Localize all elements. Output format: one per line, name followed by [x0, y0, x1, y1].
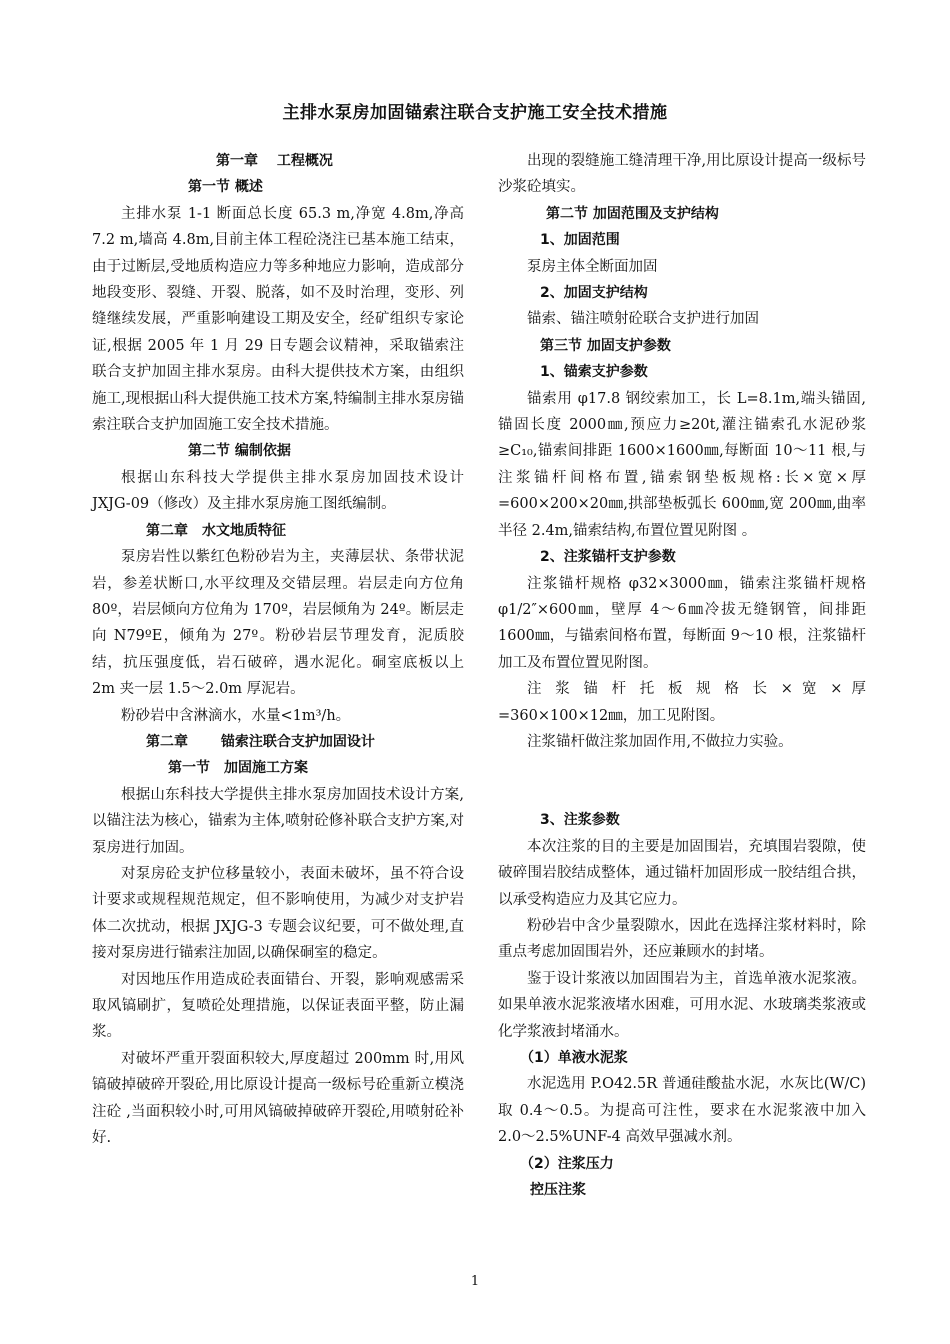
section-heading: （2）注浆压力 — [520, 1155, 614, 1172]
body-paragraph: 根据山东科技大学提供主排水泵房加固技术设计 JXJG-09（修改）及主排水泵房施工图纸编制。 — [92, 469, 464, 513]
body-paragraph: 对因地压作用造成砼表面错台、开裂，影响观感需采取风镐刷扩，复喷砼处理措施，以保证表面平整，防止漏浆。 — [92, 971, 464, 1041]
body-paragraph: 锚索、锚注喷射砼联合支护进行加固 — [527, 311, 759, 328]
section-heading: 控压注浆 — [530, 1182, 586, 1199]
section-heading: 2、注浆锚杆支护参数 — [540, 549, 676, 566]
body-paragraph: 出现的裂缝施工缝清理干净,用比原设计提高一级标号沙浆砼填实。 — [498, 153, 866, 196]
section-heading: 第一节 概述 — [188, 179, 263, 196]
section-heading: 第三节 加固支护参数 — [540, 337, 671, 354]
body-paragraph: 粉砂岩中含少量裂隙水，因此在选择注浆材料时，除重点考虑加固围岩外，还应兼顾水的封堵。 — [498, 917, 866, 961]
section-heading: 第二章 锚索注联合支护加固设计 — [146, 733, 375, 750]
body-paragraph: 本次注浆的目的主要是加固围岩，充填围岩裂隙，使破碎围岩胶结成整体，通过锚杆加固形成一胶结组合拱，以承受构造应力及其它应力。 — [498, 838, 866, 908]
body-paragraph: 粉砂岩中含淋滴水，水量<1m³/h。 — [121, 707, 351, 724]
section-heading: 1、锚索支护参数 — [540, 364, 648, 381]
section-heading: 第二节 加固范围及支护结构 — [546, 205, 719, 222]
body-paragraph: 主排水泵 1-1 断面总长度 65.3 m,净宽 4.8m,净高 7.2 m,墙高 4.8m,目前主体工程砼浇注已基本施工结束，由于过断层,受地质构造应力等多种地应力影响，造成部分地段变形、裂缝、开裂、脱落，如不及时治理，变形、列缝继续发展，严重影响建设工期及安全，经矿组织专家论证,根据 2005 年 1 月 29 日专题会议精神，采取锚索注联合支护加固主排水泵房。由科大提供技术方案，由组织施工,现根据山科大提供施工技术方案,特编制主排水泵房锚索注联合支护加固施工安全技术措施。 — [92, 205, 464, 434]
section-heading: 第二节 编制依据 — [188, 443, 291, 460]
section-heading: 1、加固范围 — [540, 232, 620, 249]
section-heading: 3、注浆参数 — [540, 812, 620, 829]
right-column — [498, 148, 866, 1203]
body-paragraph: 注 浆 锚 杆 托 板 规 格 长 × 宽 × 厚=360×100×12㎜，加工见附图。 — [498, 681, 866, 724]
body-paragraph: 水泥选用 P.O42.5R 普通硅酸盐水泥，水灰比(W/C)取 0.4～0.5。为提高可注性，要求在水泥浆液中加入 2.0～2.5%UNF-4 高效早强减水剂。 — [498, 1076, 866, 1146]
page-number: 1 — [470, 1274, 480, 1289]
blank-line — [498, 781, 866, 807]
left-column — [92, 148, 464, 1151]
body-paragraph: 对破坏严重开裂面积较大,厚度超过 200mm 时,用风镐破掉破碎开裂砼,用比原设计提高一级标号砼重新立模浇注砼 ,当面积较小时,可用风镐破掉破碎开裂砼,用喷射砼补好. — [92, 1050, 464, 1147]
body-paragraph: 注浆锚杆做注浆加固作用,不做拉力实验。 — [527, 733, 793, 750]
section-heading: 第一节 加固施工方案 — [168, 760, 308, 777]
section-heading: 第二章 水文地质特征 — [146, 522, 286, 539]
document-title: 主排水泵房加固锚索注联合支护施工安全技术措施 — [282, 103, 668, 123]
body-paragraph: 鉴于设计浆液以加固围岩为主，首选单液水泥浆液。如果单液水泥浆液堵水困难，可用水泥、水玻璃类浆液或化学浆液封堵涌水。 — [498, 970, 866, 1040]
body-paragraph: 对泵房砼支护位移量较小，表面未破坏，虽不符合设计要求或规程规范规定，但不影响使用，为减少对支护岩体二次扰动，根据 JXJG-3 专题会议纪要，可不做处理,直接对泵房进行锚索注加固,以确保硐室的稳定。 — [92, 865, 464, 962]
body-paragraph: 锚索用 φ17.8 钢绞索加工，长 L=8.1m,端头锚固,锚固长度 2000㎜,预应力≥20t,灌注锚索孔水泥砂浆≥C₁₀,锚索间排距 1600×1600㎜,每断面 10～11 根,与注浆锚杆间格布置,锚索钢垫板规格:长×宽×厚=600×200×20㎜,拱部垫板弧长 600㎜,宽 200㎜,曲率半径 2.4m,锚索结构,布置位置见附图 。 — [498, 390, 866, 539]
body-paragraph: 泵房岩性以紫红色粉砂岩为主，夹薄层状、条带状泥岩，参差状断口,水平纹理及交错层理。岩层走向方位角 80º，岩层倾向方位角为 170º，岩层倾角为 24º。断层走向 N79ºE，倾角为 27º。粉砂岩层节理发育，泥质胶结，抗压强度低，岩石破碎，遇水泥化。硐室底板以上 2m 夹一层 1.5～2.0m 厚泥岩。 — [92, 549, 464, 698]
body-paragraph: 泵房主体全断面加固 — [527, 258, 658, 275]
blank-line — [498, 755, 866, 781]
body-paragraph: 注浆锚杆规格 φ32×3000㎜，锚索注浆锚杆规格 φ1/2″×600㎜，壁厚 4～6㎜冷拔无缝钢管，间排距 1600㎜，与锚索间格布置，每断面 9～10 根，注浆锚杆加工及布置位置见附图。 — [498, 575, 866, 671]
section-heading: 2、加固支护结构 — [540, 285, 648, 302]
section-heading: 第一章 工程概况 — [216, 153, 333, 169]
section-heading: （1）单液水泥浆 — [520, 1050, 628, 1066]
body-paragraph: 根据山东科技大学提供主排水泵房加固技术设计方案,以锚注法为核心，锚索为主体,喷射砼修补联合支护方案,对泵房进行加固。 — [92, 786, 464, 856]
